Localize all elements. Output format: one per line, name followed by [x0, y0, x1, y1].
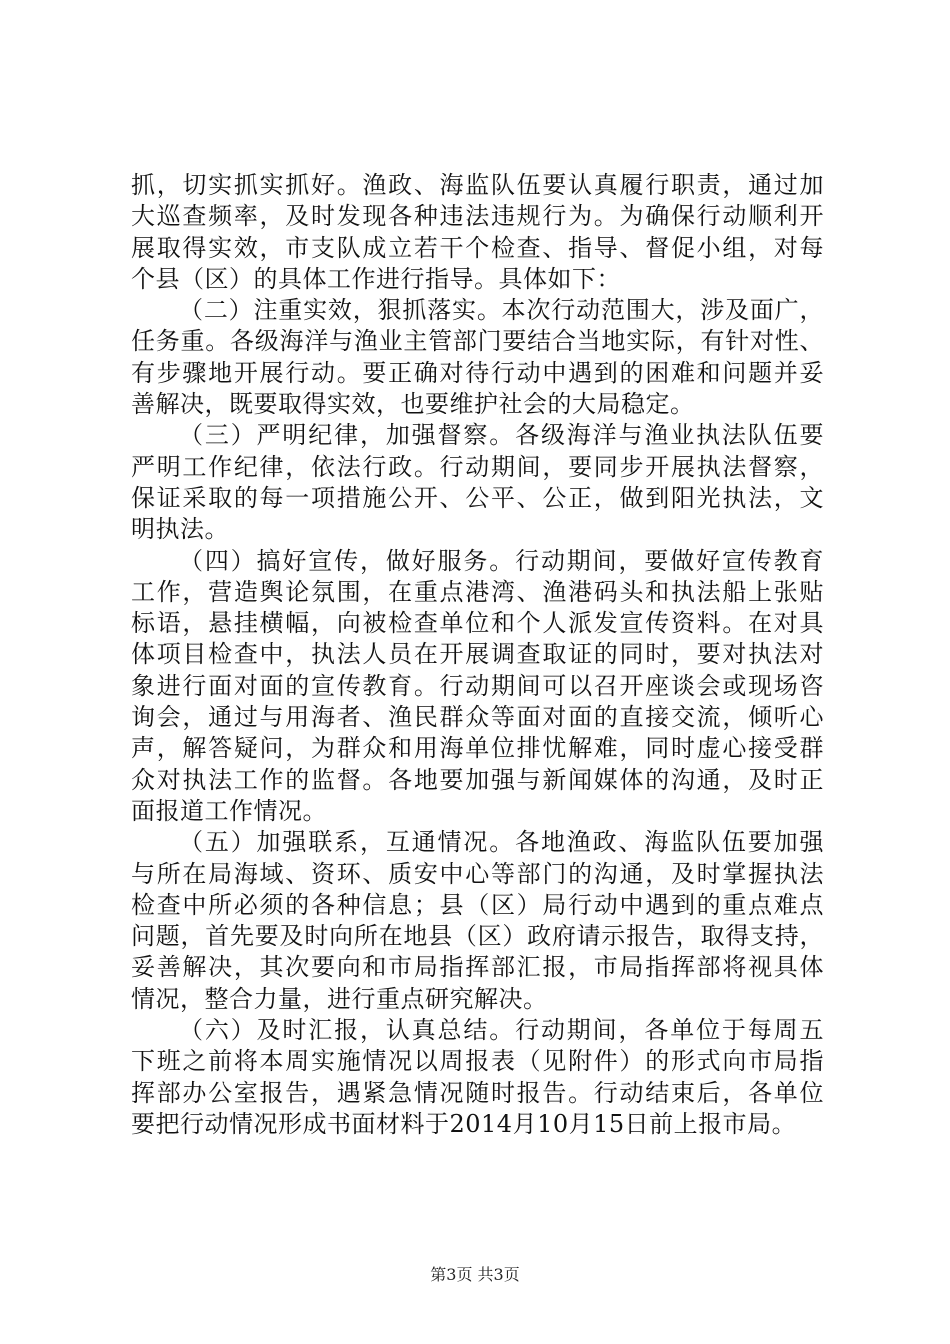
text-line: 检查中所必须的各种信息；县（区）局行动中遇到的重点难点	[131, 890, 824, 919]
text-line: 严明工作纪律，依法行政。行动期间，要同步开展执法督察，	[131, 452, 824, 481]
text-line: （二）注重实效，狠抓落实。本次行动范围大，涉及面广，	[179, 296, 824, 325]
text-line: （四）搞好宣传，做好服务。行动期间，要做好宣传教育	[179, 546, 824, 575]
paragraph-section-6	[131, 1015, 824, 1140]
text-line: 妥善解决，其次要向和市局指挥部汇报，市局指挥部将视具体	[131, 953, 824, 982]
text-line: 挥部办公室报告，遇紧急情况随时报告。行动结束后，各单位	[131, 1078, 824, 1107]
text-line: 有步骤地开展行动。要正确对待行动中遇到的困难和问题并妥	[131, 358, 824, 387]
text-line: 情况，整合力量，进行重点研究解决。	[131, 984, 548, 1013]
text-line: 下班之前将本周实施情况以周报表（见附件）的形式向市局指	[131, 1047, 824, 1076]
text-line: 抓，切实抓实抓好。渔政、海监队伍要认真履行职责，通过加	[131, 171, 824, 199]
text-line: （三）严明纪律，加强督察。各级海洋与渔业执法队伍要	[179, 421, 824, 450]
text-line: 工作，营造舆论氛围，在重点港湾、渔港码头和执法船上张贴	[131, 577, 824, 606]
text-line: 要把行动情况形成书面材料于2014月10月15日前上报市局。	[131, 1109, 797, 1138]
text-line: 与所在局海域、资环、质安中心等部门的沟通，及时掌握执法	[131, 859, 824, 888]
paragraph-continued	[131, 170, 824, 295]
text-line: 善解决，既要取得实效，也要维护社会的大局稳定。	[131, 390, 695, 419]
paragraph-section-3	[131, 420, 824, 545]
text-line: 保证采取的每一项措施公开、公平、公正，做到阳光执法，文	[131, 483, 824, 512]
text-line: 体项目检查中，执法人员在开展调查取证的同时，要对执法对	[131, 640, 824, 669]
page-number-footer: 第3页 共3页	[430, 1265, 520, 1284]
text-line: 大巡查频率，及时发现各种违法违规行为。为确保行动顺利开	[131, 202, 824, 231]
text-line: 问题，首先要及时向所在地县（区）政府请示报告，取得支持，	[131, 922, 824, 951]
text-line: 个县（区）的具体工作进行指导。具体如下：	[131, 264, 621, 293]
text-line: 象进行面对面的宣传教育。行动期间可以召开座谈会或现场咨	[131, 671, 824, 700]
text-line: （六）及时汇报，认真总结。行动期间，各单位于每周五	[179, 1016, 824, 1045]
text-line: 声，解答疑问，为群众和用海单位排忧解难，同时虚心接受群	[131, 734, 824, 763]
document-body	[131, 170, 824, 1140]
text-line: 展取得实效，市支队成立若干个检查、指导、督促小组，对每	[131, 233, 824, 262]
paragraph-section-5	[131, 827, 824, 1015]
text-line: 面报道工作情况。	[131, 796, 327, 825]
paragraph-section-4	[131, 546, 824, 828]
text-line: 众对执法工作的监督。各地要加强与新闻媒体的沟通，及时正	[131, 765, 824, 794]
text-line: 标语，悬挂横幅，向被检查单位和个人派发宣传资料。在对具	[131, 609, 824, 638]
text-line: （五）加强联系，互通情况。各地渔政、海监队伍要加强	[179, 828, 824, 857]
text-line: 任务重。各级海洋与渔业主管部门要结合当地实际，有针对性、	[131, 327, 824, 356]
paragraph-section-2	[131, 295, 824, 420]
text-line: 明执法。	[131, 515, 229, 544]
text-line: 询会，通过与用海者、渔民群众等面对面的直接交流，倾听心	[131, 703, 824, 732]
